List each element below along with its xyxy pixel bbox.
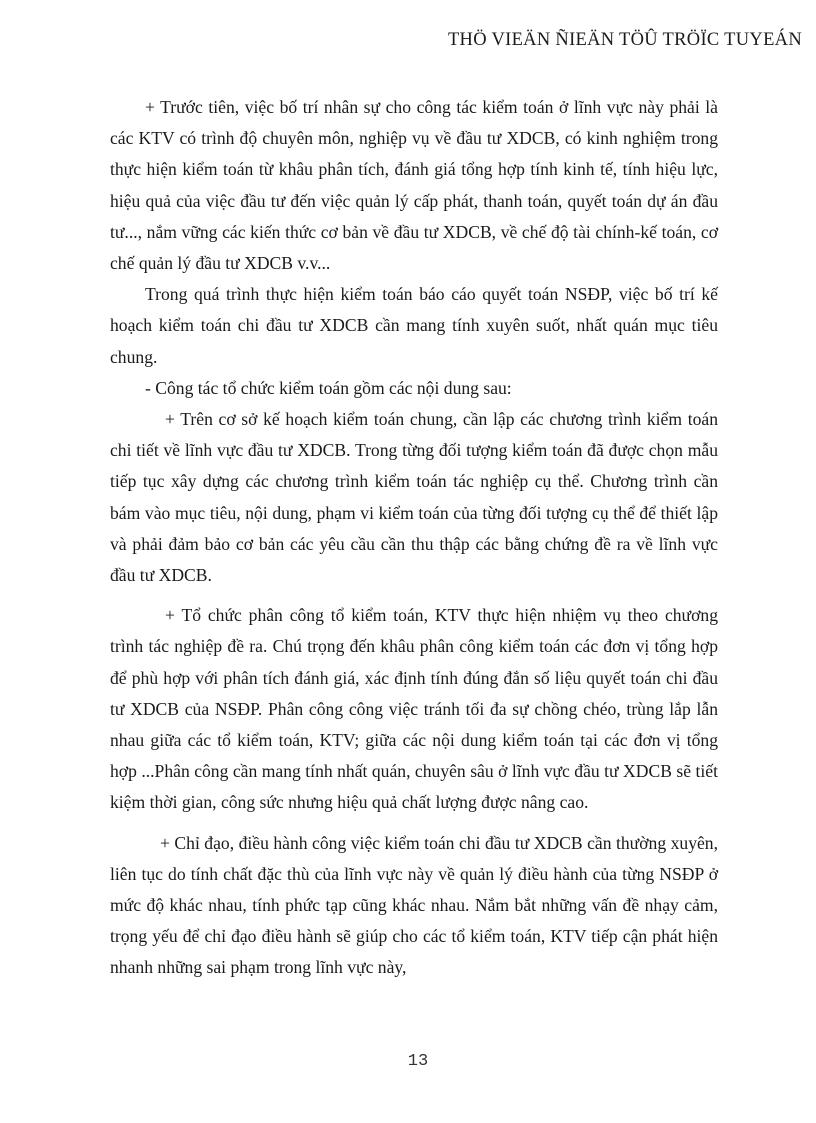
paragraph-planning: Trong quá trình thực hiện kiểm toán báo cáo quyết toán NSĐP, việc bố trí kế hoạch kiểm toán chi đầu tư XDCB cần mang tính xuyên suốt, nhất quán mục tiêu chung. bbox=[110, 284, 718, 367]
page-header: THÖ VIEÄN ÑIEÄN TÖÛ TRÖÏC TUYEÁN bbox=[447, 30, 802, 50]
page-number: 13 bbox=[407, 1052, 429, 1071]
paragraph-audit-programs: + Trên cơ sở kế hoạch kiểm toán chung, cần lập các chương trình kiểm toán chi tiết về lĩnh vực đầu tư XDCB. Trong từng đối tượng kiểm toán đã được chọn mẫu tiếp tục xây dựng các chương trình kiểm toán tác nghiệp cụ thể. Chương trình cần bám vào mục tiêu, nội dung, phạm vi kiểm toán của từng đối tượng cụ thể để thiết lập và phải đảm bảo cơ bản các yêu cầu cần thu thập các bằng chứng đề ra về lĩnh vực đầu tư XDCB. bbox=[110, 409, 718, 586]
paragraph-direction: + Chỉ đạo, điều hành công việc kiểm toán chi đầu tư XDCB cần thường xuyên, liên tục do tính chất đặc thù của lĩnh vực này về quản lý điều hành của từng NSĐP ở mức độ khác nhau, tính phức tạp cũng khác nhau. Nắm bắt những vấn đề nhạy cảm, trọng yếu để chỉ đạo điều hành sẽ giúp cho các tổ kiểm toán, KTV tiếp cận phát hiện nhanh những sai phạm trong lĩnh vực này, bbox=[110, 832, 718, 978]
document-body bbox=[110, 92, 718, 984]
paragraph-staffing: + Trước tiên, việc bố trí nhân sự cho công tác kiểm toán ở lĩnh vực này phải là các KTV có trình độ chuyên môn, nghiệp vụ về đầu tư XDCB, có kinh nghiệm trong thực hiện kiểm toán từ khâu phân tích, đánh giá tổng hợp tính kinh tế, tính hiệu lực, hiệu quả của việc đầu tư đến việc quản lý cấp phát, thanh toán, quyết toán dự án đầu tư..., nắm vững các kiến thức cơ bản về đầu tư XDCB, về chế độ tài chính-kế toán, cơ chế quản lý đầu tư XDCB v.v... bbox=[110, 97, 718, 274]
paragraph-task-assignment: + Tổ chức phân công tổ kiểm toán, KTV thực hiện nhiệm vụ theo chương trình tác nghiệp đề ra. Chú trọng đến khâu phân công kiểm toán các đơn vị tổng hợp để phù hợp với phân tích đánh giá, xác định tính đúng đắn số liệu quyết toán chi đầu tư XDCB của NSĐP. Phân công công việc tránh tối đa sự chồng chéo, trùng lắp lẫn nhau giữa các tổ kiểm toán, KTV; giữa các nội dung kiểm toán tại các đơn vị tổng hợp ...Phân công cần mang tính nhất quán, chuyên sâu ở lĩnh vực đầu tư XDCB sẽ tiết kiệm thời gian, công sức nhưng hiệu quả chất lượng được nâng cao. bbox=[110, 605, 718, 813]
paragraph-organization-heading: - Công tác tổ chức kiểm toán gồm các nội dung sau: bbox=[145, 377, 512, 398]
